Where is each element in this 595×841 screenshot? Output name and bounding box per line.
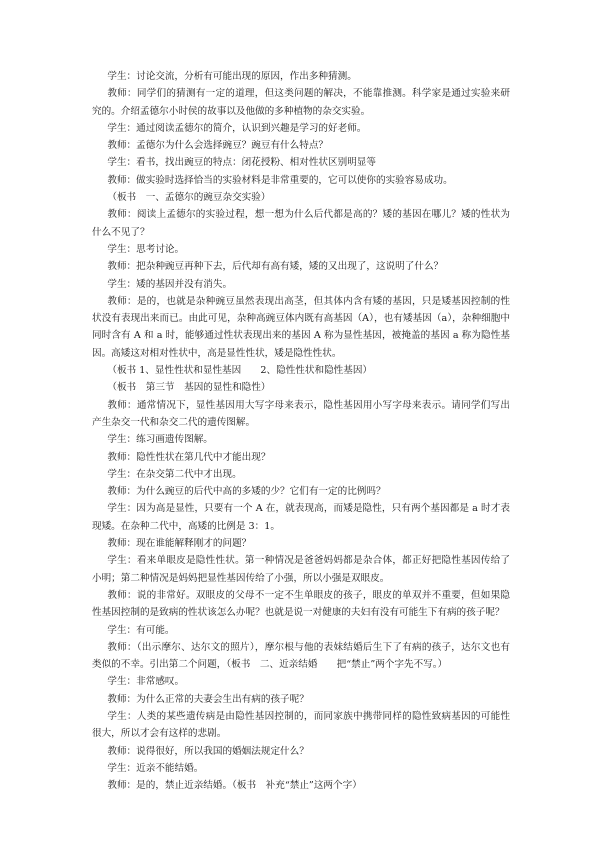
paragraph-12: 教师：是的，也就是杂种豌豆虽然表现出高茎，但其体内含有矮的基因，只是矮基因控制的性状没有表现出来而已。由此可见，杂种高豌豆体内既有高基因（A），也有矮基因（a），杂种细胞中同时含有 A 和 a 时，能够通过性状表现出来的基因 A 称为显性基因，被掩盖的基因 a 称为隐性基因。高矮这对相对性状中，高是显性性状，矮是隐性性状。	[92, 295, 510, 359]
paragraph-25: 教师：（出示摩尔、达尔文的照片），摩尔根与他的表妹结婚后生下了有病的孩子，达尔文也有类似的不幸。引出第二个问题，（板书 二、近亲结婚 把“禁止”两个字先不写。）	[92, 641, 510, 671]
paragraph-3: 学生：通过阅读孟德尔的简介，认识到兴趣是学习的好老师。	[107, 122, 367, 134]
paragraph-5: 学生：看书，找出豌豆的特点：闭花授粉、相对性状区别明显等	[107, 157, 376, 169]
paragraph-24: 学生：有可能。	[107, 624, 175, 636]
paragraph-23: 教师：说的非常好。双眼皮的父母不一定不生单眼皮的孩子，眼皮的单双并不重要，但如果隐性基因控制的是致病的性状该怎么办呢？也就是说一对健康的夫妇有没有可能生下有病的孩子呢？	[92, 589, 510, 619]
document-page	[92, 68, 510, 794]
paragraph-2: 教师：同学们的猜测有一定的道理，但这类问题的解决，不能靠推测。科学家是通过实验来研究的。介绍孟德尔小时侯的故事以及他做的多种植物的杂交实验。	[92, 88, 510, 117]
paragraph-28: 学生：人类的某些遗传病是由隐性基因控制的，而同家族中携带同样的隐性致病基因的可能性很大，所以才会有这样的悲剧。	[92, 710, 510, 740]
paragraph-16: 学生：练习画遗传图解。	[107, 434, 213, 446]
paragraph-17: 教师：隐性性状在第几代中才能出现？	[107, 451, 271, 463]
paragraph-30: 学生：近亲不能结婚。	[107, 762, 204, 774]
paragraph-6: 教师：做实验时选择恰当的实验材料是非常重要的，它可以使你的实验容易成功。	[107, 174, 453, 186]
blackboard-note-2: （板书 1、显性性状和显性基因 2、隐性性状和隐性基因）	[107, 365, 373, 377]
blackboard-note-1: （板书 一、孟德尔的豌豆杂交实验）	[107, 192, 271, 204]
paragraph-21: 教师：现在谁能解释刚才的问题？	[107, 538, 252, 550]
paragraph-26: 学生：非常感叹。	[107, 676, 185, 688]
paragraph-29: 教师：说得很好，所以我国的婚姻法规定什么？	[107, 745, 309, 757]
paragraph-8: 教师：阅读上孟德尔的实验过程，想一想为什么后代都是高的？矮的基因在哪儿？矮的性状为什么不见了？	[92, 209, 510, 238]
paragraph-4: 教师：孟德尔为什么会选择豌豆？豌豆有什么特点？	[107, 140, 329, 152]
paragraph-9: 学生：思考讨论。	[107, 243, 185, 255]
paragraph-31: 教师：是的，禁止近亲结婚。（板书 补充“禁止”这两个字）	[107, 780, 362, 792]
paragraph-22: 学生：看来单眼皮是隐性性状。第一种情况是爸爸妈妈都是杂合体，都正好把隐性基因传给了小明；第二种情况是妈妈把显性基因传给了小强，所以小强是双眼皮。	[92, 555, 510, 584]
paragraph-15: 教师：通常情况下，显性基因用大写字母来表示，隐性基因用小写字母来表示。请同学们写出产生杂交一代和杂交二代的遗传图解。	[92, 399, 510, 428]
blackboard-note-3: （板书 第三节 基因的显性和隐性）	[107, 382, 271, 394]
paragraph-11: 学生：矮的基因并没有消失。	[107, 278, 233, 290]
paragraph-27: 教师：为什么正常的夫妻会生出有病的孩子呢？	[107, 693, 309, 705]
paragraph-1: 学生：讨论交流，分析有可能出现的原因，作出多种猜测。	[107, 71, 357, 82]
paragraph-10: 教师：把杂种豌豆再种下去，后代却有高有矮，矮的又出现了，这说明了什么？	[107, 261, 444, 273]
paragraph-18: 学生：在杂交第二代中才出现。	[107, 468, 242, 480]
paragraph-19: 教师：为什么豌豆的后代中高的多矮的少？它们有一定的比例吗？	[107, 486, 386, 498]
paragraph-20: 学生：因为高是显性，只要有一个 A 在，就表现高，而矮是隐性，只有两个基因都是 a 时才表现矮。在杂种二代中，高矮的比例是 3：1。	[92, 503, 510, 532]
